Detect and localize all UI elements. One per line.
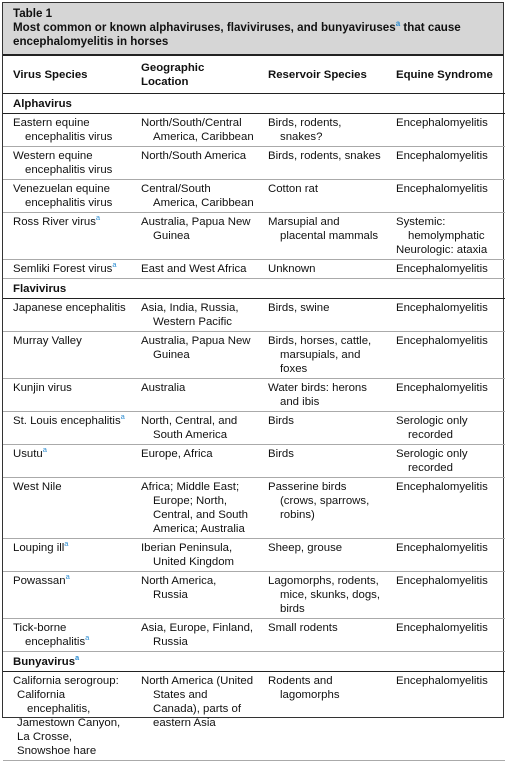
reservoir-text: Birds, rodents, snakes? (268, 117, 342, 143)
syndrome-text: Systemic: hemolymphatic (396, 216, 485, 242)
table-row (3, 332, 505, 379)
equine-syndrome-cell (386, 180, 505, 213)
reservoir-text: Birds, rodents, snakes (268, 150, 381, 162)
footnote-marker: a (75, 653, 80, 663)
reservoir-species-cell (258, 572, 386, 619)
section-row (3, 652, 505, 672)
footnote-marker: a (112, 260, 117, 270)
footnote-marker: a (95, 213, 101, 223)
table-row (3, 572, 505, 619)
table-row (3, 114, 505, 147)
location-text: Australia (141, 382, 186, 394)
equine-syndrome-cell (386, 478, 505, 539)
section-name: Flavivirus (13, 283, 67, 295)
location-text: Europe, Africa (141, 448, 213, 460)
equine-syndrome-cell (386, 539, 505, 572)
header-reservoir-species: Reservoir Species (258, 56, 386, 94)
table-row (3, 260, 505, 279)
table-row (3, 147, 505, 180)
footnote-marker: a (64, 539, 69, 549)
table-body (3, 94, 505, 761)
virus-species-cell (3, 213, 131, 260)
location-text: North, Central, and South America (141, 415, 238, 441)
table-row (3, 445, 505, 478)
virus-name: Louping ill (13, 542, 65, 554)
syndrome-text: Serologic only recorded (396, 415, 468, 441)
equine-syndrome-cell (386, 572, 505, 619)
virus-species-cell (3, 180, 131, 213)
virus-name: Semliki Forest virus (13, 263, 113, 275)
virus-name-wrap (13, 262, 127, 276)
syndrome-text: Encephalomyelitis (396, 481, 488, 493)
virus-species-cell (3, 114, 131, 147)
equine-syndrome-cell (386, 672, 505, 761)
geographic-location-cell (131, 260, 258, 279)
geographic-location-cell (131, 672, 258, 761)
reservoir-species-cell (258, 260, 386, 279)
virus-name: Venezuelan equine encephalitis virus (13, 183, 113, 209)
virus-name-wrap (13, 621, 127, 649)
reservoir-species-cell (258, 412, 386, 445)
reservoir-text: Unknown (268, 263, 316, 275)
location-text: East and West Africa (141, 263, 247, 275)
geographic-location-cell (131, 332, 258, 379)
virus-subname: La Crosse, (17, 731, 73, 743)
equine-syndrome-cell (386, 147, 505, 180)
table-title-footnote: a (395, 19, 401, 29)
reservoir-text: Birds, swine (268, 302, 330, 314)
equine-syndrome-cell (386, 445, 505, 478)
syndrome-text: Encephalomyelitis (396, 622, 488, 634)
virus-species-cell (3, 260, 131, 279)
table-row (3, 412, 505, 445)
syndrome-text: Encephalomyelitis (396, 575, 488, 587)
virus-name: West Nile (13, 481, 62, 493)
geographic-location-cell (131, 299, 258, 332)
virus-name-wrap (13, 215, 127, 229)
footnote-marker: a (65, 572, 70, 582)
header-geographic-location: Geographic Location (131, 56, 258, 94)
virus-name: Ross River virus (13, 216, 96, 228)
geographic-location-cell (131, 213, 258, 260)
table-frame (2, 2, 504, 757)
table-title: Most common or known alphaviruses, flaviviruses, and bunyaviruses (13, 21, 396, 34)
footnote-marker: a (85, 633, 90, 643)
reservoir-species-cell (258, 147, 386, 180)
section-row (3, 94, 505, 114)
syndrome-text: Encephalomyelitis (396, 150, 488, 162)
reservoir-species-cell (258, 114, 386, 147)
equine-syndrome-cell (386, 619, 505, 652)
reservoir-species-cell (258, 619, 386, 652)
virus-species-cell (3, 672, 131, 761)
reservoir-species-cell (258, 299, 386, 332)
virus-species-cell (3, 478, 131, 539)
equine-syndrome-cell (386, 114, 505, 147)
geographic-location-cell (131, 478, 258, 539)
virus-name: Murray Valley (13, 335, 82, 347)
virus-species-cell (3, 147, 131, 180)
virus-species-cell (3, 539, 131, 572)
equine-syndrome-cell (386, 412, 505, 445)
table-title-tail: that cause encephalomyelitis in horses (13, 21, 461, 48)
virus-species-cell (3, 299, 131, 332)
reservoir-text: Passerine birds (crows, sparrows, robins) (268, 481, 370, 521)
virus-subname: encephalitis, (27, 703, 91, 715)
footnote-marker: a (42, 445, 47, 455)
virus-species-cell (3, 445, 131, 478)
virus-name-wrap (13, 541, 127, 555)
virus-subname: Jamestown Canyon, (17, 717, 121, 729)
geographic-location-cell (131, 619, 258, 652)
location-text: North/South/Central America, Caribbean (141, 117, 254, 143)
virus-species-cell (3, 619, 131, 652)
syndrome-text: Encephalomyelitis (396, 302, 488, 314)
virus-subname: California (17, 689, 66, 701)
virus-name: Eastern equine encephalitis virus (13, 117, 113, 143)
reservoir-text: Small rodents (268, 622, 338, 634)
syndrome-text: Encephalomyelitis (396, 183, 488, 195)
equine-syndrome-cell (386, 213, 505, 260)
virus-name: Tick-borne encephalitis (13, 622, 86, 648)
virus-name: Usutu (13, 448, 43, 460)
table-row (3, 379, 505, 412)
footnote-marker: a (120, 412, 125, 422)
geographic-location-cell (131, 572, 258, 619)
geographic-location-cell (131, 539, 258, 572)
reservoir-species-cell (258, 478, 386, 539)
reservoir-text: Birds (268, 448, 294, 460)
table-caption (3, 3, 503, 56)
location-text: Iberian Peninsula, United Kingdom (141, 542, 235, 568)
virus-subname: Snowshoe hare (17, 745, 97, 757)
virus-species-cell (3, 572, 131, 619)
virus-name: Powassan (13, 575, 66, 587)
virus-table (3, 56, 505, 761)
location-text: Australia, Papua New Guinea (141, 216, 251, 242)
table-row (3, 672, 505, 761)
syndrome-text: Encephalomyelitis (396, 263, 488, 275)
reservoir-text: Water birds: herons and ibis (268, 382, 367, 408)
syndrome-text: Encephalomyelitis (396, 382, 488, 394)
geographic-location-cell (131, 114, 258, 147)
reservoir-species-cell (258, 379, 386, 412)
reservoir-species-cell (258, 180, 386, 213)
virus-name: St. Louis encephalitis (13, 415, 121, 427)
reservoir-species-cell (258, 672, 386, 761)
location-text: North/South America (141, 150, 247, 162)
geographic-location-cell (131, 379, 258, 412)
location-text: Asia, Europe, Finland, Russia (141, 622, 254, 648)
header-virus-species: Virus Species (3, 56, 131, 94)
virus-species-cell (3, 379, 131, 412)
reservoir-text: Cotton rat (268, 183, 319, 195)
section-name: Bunyavirus (13, 656, 76, 668)
header-equine-syndrome: Equine Syndrome (386, 56, 505, 94)
syndrome-text: Encephalomyelitis (396, 335, 488, 347)
location-text: Asia, India, Russia, Western Pacific (141, 302, 239, 328)
location-text: North America, Russia (141, 575, 217, 601)
reservoir-text: Rodents and lagomorphs (268, 675, 340, 701)
reservoir-text: Sheep, grouse (268, 542, 343, 554)
equine-syndrome-cell (386, 332, 505, 379)
virus-species-cell (3, 412, 131, 445)
table-label: Table 1 (13, 7, 53, 20)
reservoir-text: Lagomorphs, rodents, mice, skunks, dogs, birds (268, 575, 381, 615)
header-row (3, 56, 505, 94)
table-row (3, 213, 505, 260)
geographic-location-cell (131, 180, 258, 213)
geographic-location-cell (131, 445, 258, 478)
virus-species-cell (3, 332, 131, 379)
section-row (3, 279, 505, 299)
virus-name-wrap (13, 574, 127, 588)
virus-name-wrap (13, 414, 127, 428)
virus-name-wrap (13, 447, 127, 461)
table-row (3, 539, 505, 572)
equine-syndrome-cell (386, 260, 505, 279)
table-row (3, 180, 505, 213)
syndrome-text: Serologic only recorded (396, 448, 468, 474)
virus-name: California serogroup: (13, 675, 119, 687)
virus-name: Japanese encephalitis (13, 302, 126, 314)
reservoir-species-cell (258, 539, 386, 572)
equine-syndrome-cell (386, 299, 505, 332)
section-title (3, 94, 505, 114)
syndrome-text: Encephalomyelitis (396, 542, 488, 554)
reservoir-text: Marsupial and placental mammals (268, 216, 379, 242)
reservoir-text: Birds, horses, cattle, marsupials, and foxes (268, 335, 372, 375)
reservoir-species-cell (258, 445, 386, 478)
section-name: Alphavirus (13, 98, 72, 110)
reservoir-species-cell (258, 213, 386, 260)
section-title (3, 652, 505, 672)
equine-syndrome-cell (386, 379, 505, 412)
location-text: Australia, Papua New Guinea (141, 335, 251, 361)
virus-name: Kunjin virus (13, 382, 72, 394)
geographic-location-cell (131, 147, 258, 180)
location-text: Africa; Middle East; Europe; North, Central, and South America; Australia (141, 481, 248, 535)
location-text: North America (United States and Canada), parts of eastern Asia (141, 675, 254, 729)
table-row (3, 299, 505, 332)
location-text: Central/South America, Caribbean (141, 183, 254, 209)
table-row (3, 619, 505, 652)
table-row (3, 478, 505, 539)
syndrome-text: Encephalomyelitis (396, 675, 488, 687)
reservoir-species-cell (258, 332, 386, 379)
syndrome-text: Neurologic: ataxia (396, 244, 488, 256)
geographic-location-cell (131, 412, 258, 445)
section-title (3, 279, 505, 299)
virus-name: Western equine encephalitis virus (13, 150, 113, 176)
reservoir-text: Birds (268, 415, 294, 427)
syndrome-text: Encephalomyelitis (396, 117, 488, 129)
